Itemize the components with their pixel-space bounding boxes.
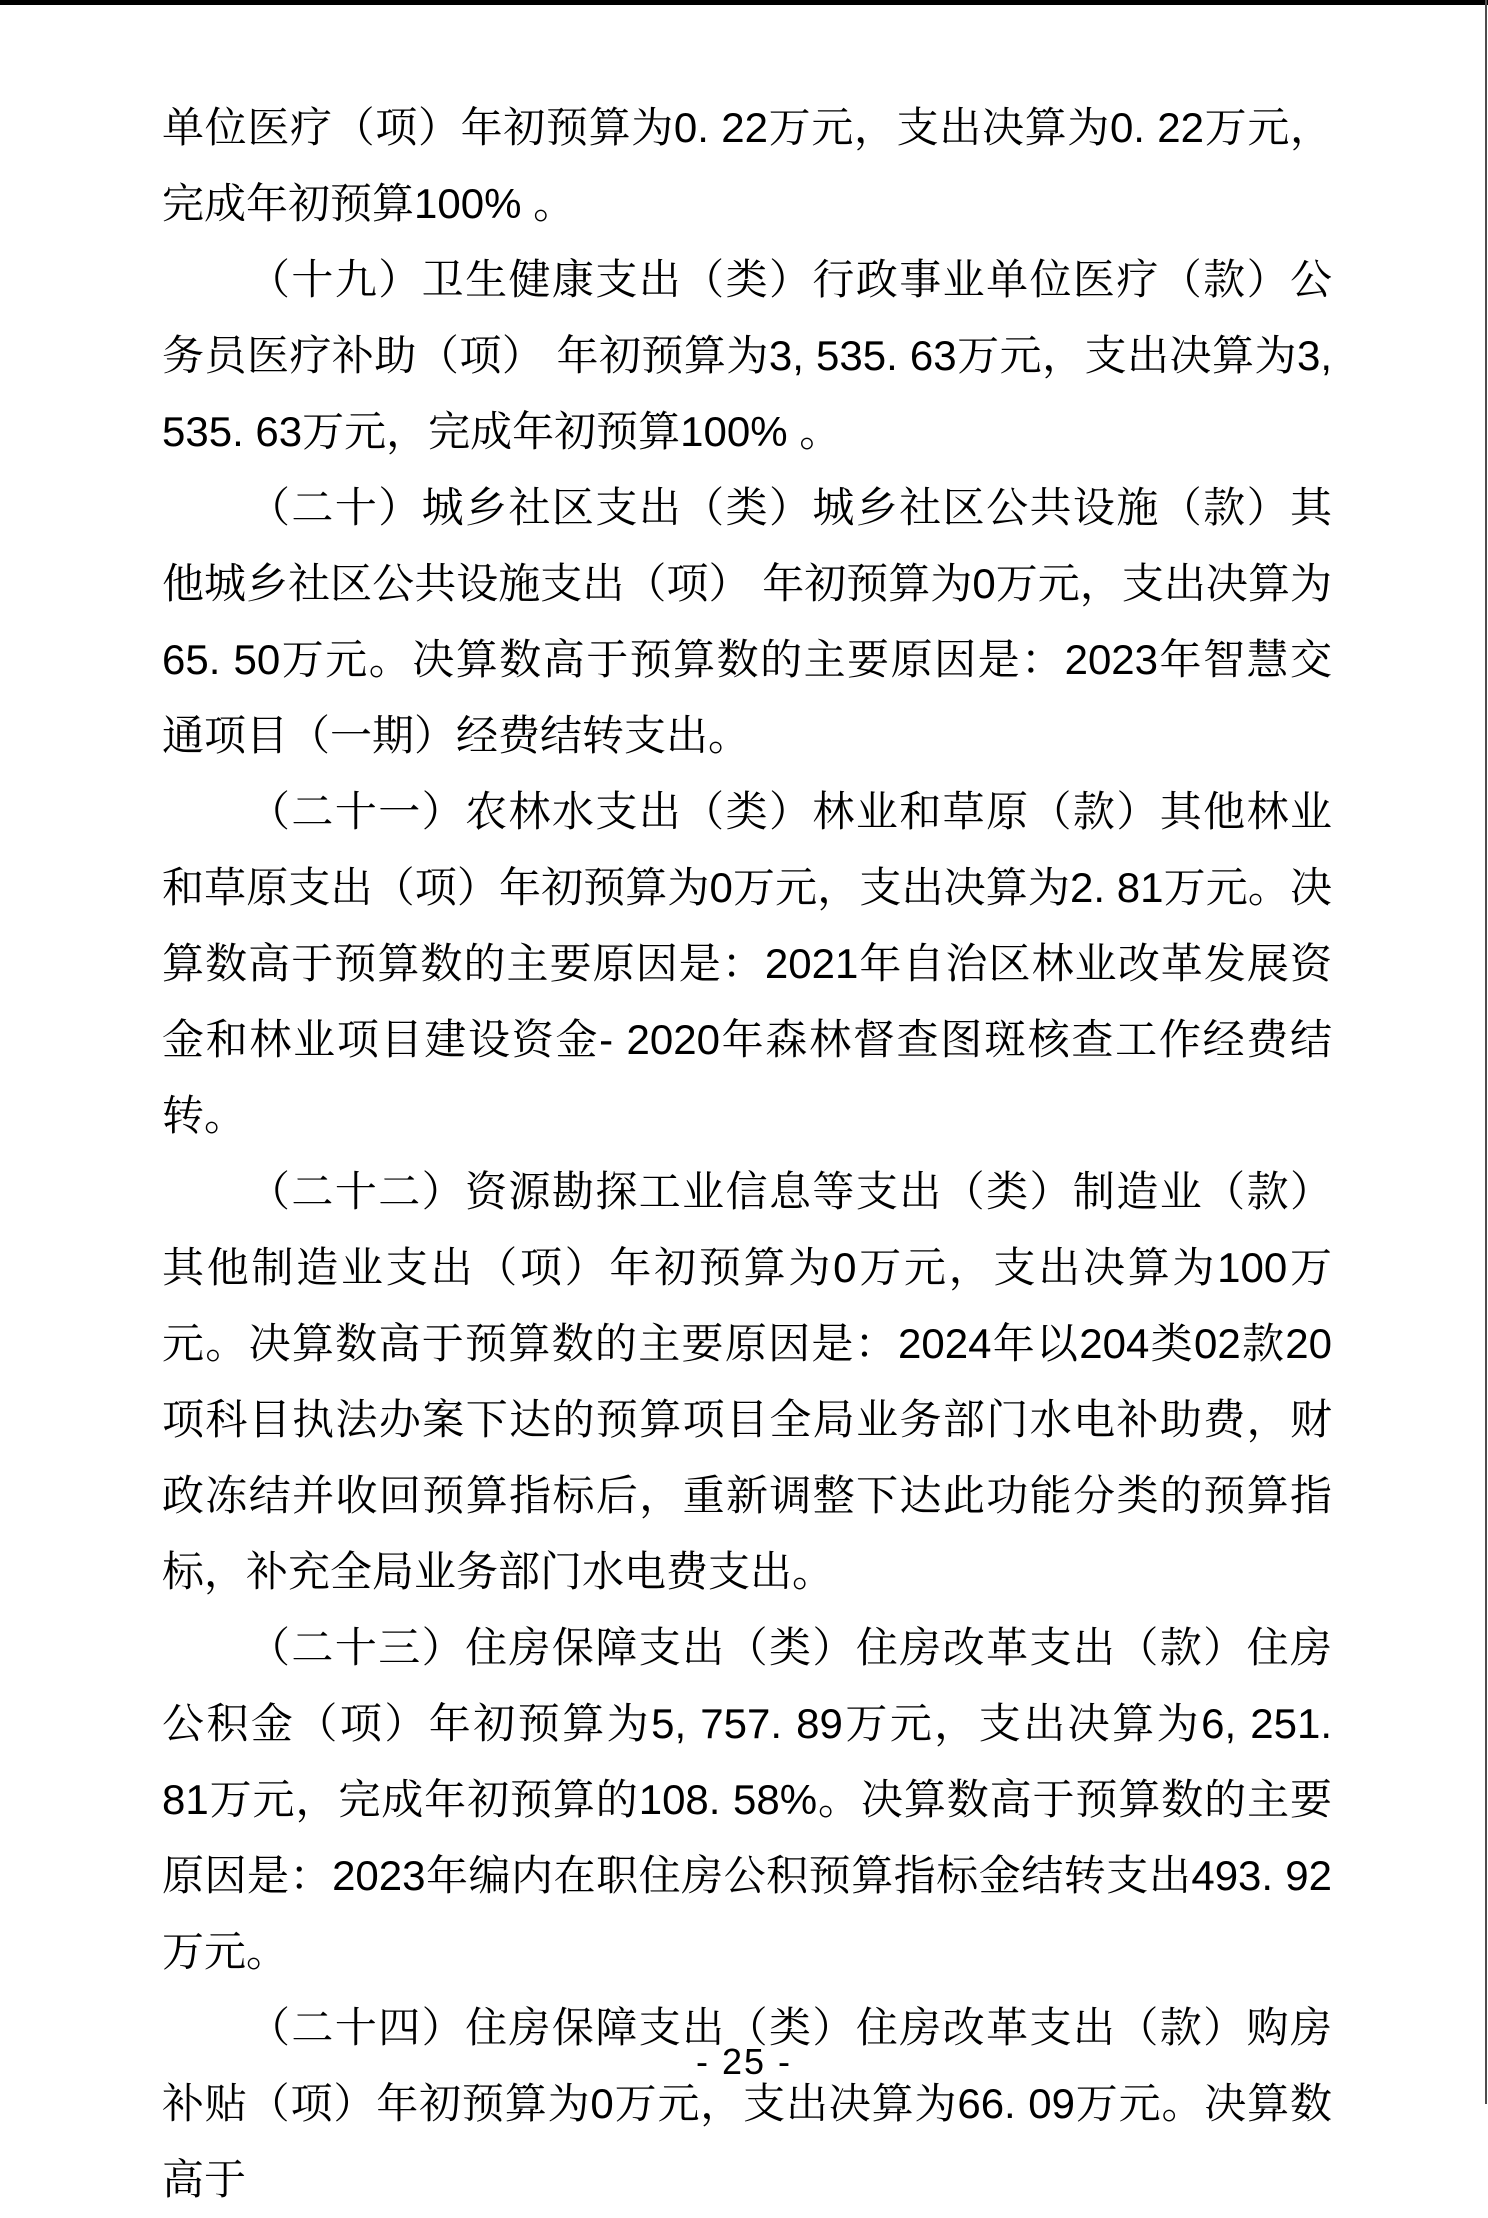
paragraph-1: 单位医疗（项）年初预算为0. 22万元，支出决算为0. 22万元，完成年初预算100% 。 xyxy=(162,104,1332,227)
document-body xyxy=(162,90,1332,2218)
scan-edge-right-line xyxy=(1485,0,1487,2104)
page-number: - 25 - xyxy=(695,2041,793,2082)
paragraph-5: （二十二）资源勘探工业信息等支出（类）制造业（款）其他制造业支出（项）年初预算为0万元，支出决算为100万元。决算数高于预算数的主要原因是：2024年以204类02款20项科目执法办案下达的预算项目全局业务部门水电补助费，财政冻结并收回预算指标后，重新调整下达此功能分类的预算指标，补充全局业务部门水电费支出。 xyxy=(162,1168,1332,1595)
paragraph-6: （二十三）住房保障支出（类）住房改革支出（款）住房公积金（项）年初预算为5, 757. 89万元，支出决算为6, 251. 81万元，完成年初预算的108. 58%。决算数高于预算数的主要原因是：2023年编内在职住房公积预算指标金结转支出493. 92万元。 xyxy=(162,1624,1332,1975)
paragraph-7: （二十四）住房保障支出（类）住房改革支出（款）购房补贴（项）年初预算为0万元，支出决算为66. 09万元。决算数高于 xyxy=(162,2004,1332,2203)
paragraph-4: （二十一）农林水支出（类）林业和草原（款）其他林业和草原支出（项）年初预算为0万元，支出决算为2. 81万元。决算数高于预算数的主要原因是：2021年自治区林业改革发展资金和林业项目建设资金- 2020年森林督查图斑核查工作经费结转。 xyxy=(162,788,1332,1139)
page-footer xyxy=(0,2040,1488,2084)
paragraph-3: （二十）城乡社区支出（类）城乡社区公共设施（款）其他城乡社区公共设施支出（项） 年初预算为0万元，支出决算为65. 50万元。决算数高于预算数的主要原因是：2023年智慧交通项目（一期）经费结转支出。 xyxy=(162,484,1332,759)
scan-edge-top-bar xyxy=(0,0,1488,5)
paragraph-2: （十九）卫生健康支出（类）行政事业单位医疗（款）公务员医疗补助（项） 年初预算为3, 535. 63万元，支出决算为3, 535. 63万元，完成年初预算100% 。 xyxy=(162,256,1332,455)
